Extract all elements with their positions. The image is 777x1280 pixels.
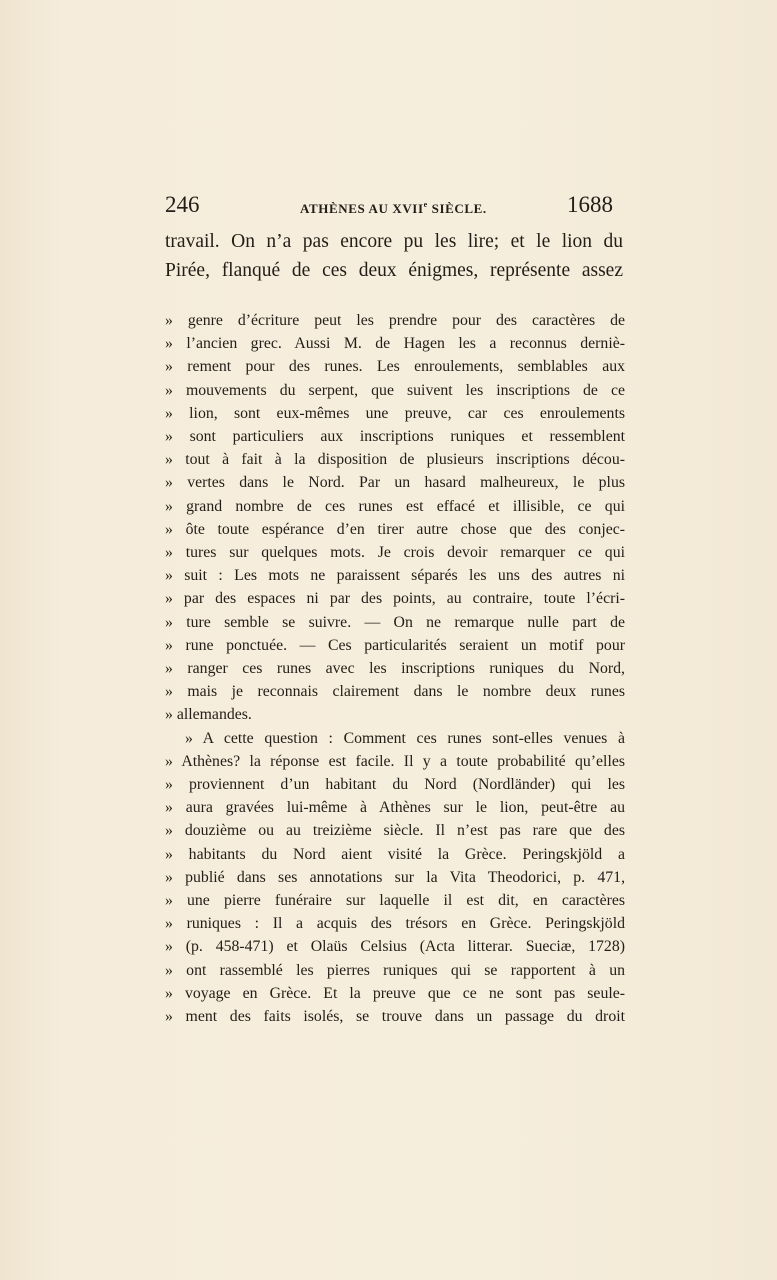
quote-line: » l’ancien grec. Aussi M. de Hagen les a reconnus derniè- (165, 335, 625, 353)
quote-line: » mouvements du serpent, que suivent les inscriptions de ce (165, 381, 625, 399)
quote-line: » douzième ou au treizième siècle. Il n’est pas rare que des (165, 822, 625, 840)
running-title-text: ATHÈNES AU XVII (300, 201, 424, 216)
quote-line: » ture semble se suivre. — On ne remarque nulle part de (165, 613, 625, 631)
quote-line: » grand nombre de ces runes est effacé et illisible, ce qui (165, 497, 625, 515)
main-text (165, 228, 623, 285)
quote-line: » proviennent d’un habitant du Nord (Nordländer) qui les (165, 776, 625, 794)
quote-line: » rune ponctuée. — Ces particularités seraient un motif pour (165, 636, 625, 654)
quote-line: » A cette question : Comment ces runes sont-elles venues à (185, 729, 625, 747)
quote-line: » aura gravées lui-même à Athènes sur le lion, peut-être au (165, 799, 625, 817)
quote-line: » par des espaces ni par des points, au contraire, toute l’écri- (165, 590, 625, 608)
quote-line: » ont rassemblé les pierres runiques qui se rapportent à un (165, 961, 625, 979)
quote-line: » allemandes. (165, 706, 252, 724)
quote-line: » tures sur quelques mots. Je crois devoir remarquer ce qui (165, 544, 625, 562)
quote-line: » rement pour des runes. Les enroulements, semblables aux (165, 358, 625, 376)
main-line: Pirée, flanqué de ces deux énigmes, représente assez (165, 259, 623, 281)
page-header (165, 192, 615, 224)
quote-line: » voyage en Grèce. Et la preuve que ce ne sont pas seule- (165, 984, 625, 1002)
quote-line: » ment des faits isolés, se trouve dans un passage du droit (165, 1008, 625, 1026)
main-line: travail. On n’a pas encore pu les lire; et le lion du (165, 231, 623, 252)
quote-line: » sont particuliers aux inscriptions runiques et ressemblent (165, 428, 625, 446)
quote-line: » vertes dans le Nord. Par un hasard malheureux, le plus (165, 474, 625, 492)
quoted-passage (165, 309, 625, 1028)
quote-line: » ôte toute espérance d’en tirer autre chose que des conjec- (165, 520, 625, 538)
quote-line: » mais je reconnais clairement dans le nombre deux runes (165, 683, 625, 701)
quote-line: » Athènes? la réponse est facile. Il y a toute probabilité qu’elles (165, 752, 625, 770)
quote-line: » lion, sont eux-mêmes une preuve, car ces enroulements (165, 404, 625, 422)
quote-line: » suit : Les mots ne paraissent séparés les uns des autres ni (165, 567, 625, 585)
page-number: 246 (165, 192, 200, 217)
running-title-superscript: e (423, 200, 428, 209)
quote-line: » ranger ces runes avec les inscriptions runiques du Nord, (165, 660, 625, 678)
quote-line: » publié dans ses annotations sur la Vita Theodorici, p. 471, (165, 868, 626, 886)
quote-line: » habitants du Nord aient visité la Grèce. Peringskjöld a (165, 845, 625, 863)
header-year: 1688 (567, 192, 613, 217)
quote-line: » genre d’écriture peut les prendre pour des caractères de (165, 312, 625, 329)
quote-line: » tout à fait à la disposition de plusieurs inscriptions décou- (165, 451, 625, 469)
running-title (300, 200, 487, 217)
quote-line: » une pierre funéraire sur laquelle il est dit, en caractères (165, 892, 625, 910)
quote-line: » (p. 458-471) et Olaüs Celsius (Acta litterar. Sueciæ, 1728) (165, 938, 625, 956)
running-title-suffix: SIÈCLE. (427, 201, 487, 216)
quote-line: » runiques : Il a acquis des trésors en Grèce. Peringskjöld (165, 915, 625, 933)
